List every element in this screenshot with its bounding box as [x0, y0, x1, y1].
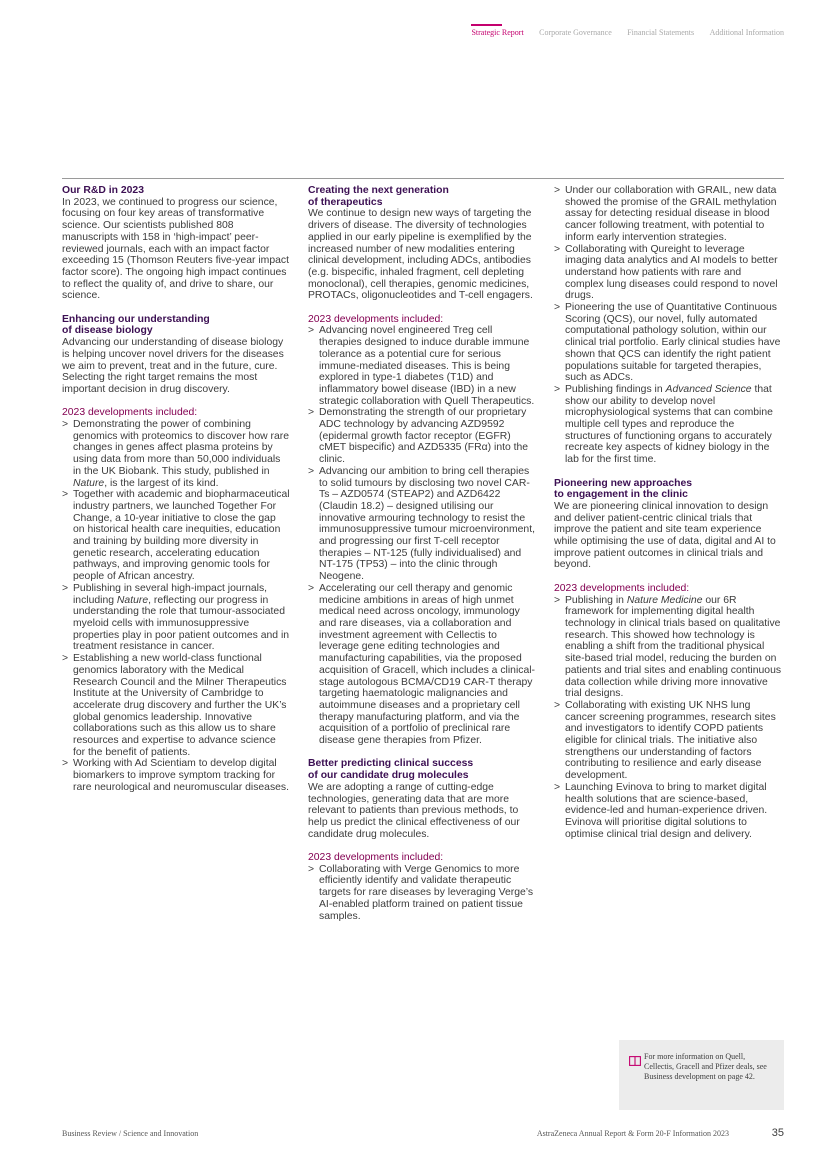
list-item: > Under our collaboration with GRAIL, new data showed the promise of the GRAIL methylation assay for detecting residual disease in blood cancer following treatment, with potential to inform early intervention strategies. — [554, 185, 782, 244]
heading-disease-biology — [62, 314, 290, 337]
journal-name: Advanced Science — [665, 383, 752, 395]
clinical-success-body: We are adopting a range of cutting-edge technologies, generating data that are more relevant to patients than previous methods, to help us predict the clinical effectiveness of our candidate drug molecules. — [308, 781, 520, 840]
list-item: > Collaborating with Qureight to leverage imaging data analytics and AI models to better understand how patients with rare and complex lung diseases could respond to novel drugs. — [554, 244, 782, 303]
footer-breadcrumb: Business Review / Science and Innovation — [62, 1129, 199, 1138]
developments-label: 2023 developments included: — [308, 313, 444, 325]
bullet-text: our 6R framework for implementing digital health technology in clinical trials based on qualitative research. This showed how technology is enabling a shift from the traditional physical site-based trial model, reducing the burden on patients and trial sites and enabling continuous data collection while driving more innovative trial designs. — [565, 594, 782, 700]
developments-label: 2023 developments included: — [62, 407, 198, 419]
bullet-text: , reflecting our progress in understanding the role that tumour-associated myeloid cells with immunosuppressive properties play in poor patient outcomes and in treatment resistance in cancer. — [73, 594, 290, 653]
list-item: > Advancing novel engineered Treg cell therapies designed to induce durable immune tolerance as a potential cure for serious immune-mediated diseases. This is being explored in type-1 diabetes (T1D) and inflammatory bowel disease (IBD) in a new strategic collaboration with Quell Therapeutics. — [308, 325, 536, 407]
heading-line-2: of our candidate drug molecules — [308, 770, 469, 782]
bullet-text: Publishing in several high-impact journals, including — [73, 582, 268, 606]
tab-corporate-governance[interactable]: Corporate Governance — [539, 28, 612, 37]
list-item — [62, 419, 290, 489]
journal-name: Nature — [73, 477, 105, 489]
clinic-engagement-body: We are pioneering clinical innovation to design and deliver patient-centric clinical trials that improve the patient and site team experience while optimising the use of data, digital and AI to improve patient outcomes in clinical trials and beyond. — [554, 500, 776, 571]
list-item: > Advancing our ambition to bring cell therapies to solid tumours by disclosing two novel CAR-Ts – AZD0574 (STEAP2) and AZD6422 (Claudin 18.2) – designed utilising our innovative armouring technology to resist the immunosuppressive tumour microenvironment, and progressing our first T-cell receptor therapies – NT-125 (fully individualised) and NT-175 (TP53) – into the clinic through Neogene. — [308, 466, 536, 583]
heading-next-generation — [308, 185, 536, 208]
cross-reference-text[interactable]: For more information on Quell, Cellectis, Gracell and Pfizer deals, see Business development on page 42. — [644, 1052, 767, 1081]
tab-strategic-report[interactable]: Strategic Report — [471, 28, 524, 37]
disease-biology-body: Advancing our understanding of disease biology is helping uncover novel drivers for the diseases we aim to prevent, treat and in the future, cure. Selecting the right target remains the most important decision in drug discovery. — [62, 337, 284, 395]
bullet-text: Publishing in — [565, 594, 627, 606]
rd-2023-body: In 2023, we continued to progress our science, focusing on four key areas of transformative science. Our scientists published 808 manuscripts with 158 in ‘high-impact’ peer-reviewed journals, each with an impact factor exceeding 15 (Thomson Reuters five-year impact factor score). The ongoing high impact continues to reflect the quality of, and drive to share, our science. — [62, 196, 289, 302]
list-item: > Collaborating with existing UK NHS lung cancer screening programmes, research sites and investigators to identify COPD patients eligible for clinical trials. The initiative also strengthens our understanding of factors contributing to resilience and early disease development. — [554, 700, 782, 782]
heading-line-2: of disease biology — [62, 325, 153, 337]
heading-rd-2023: Our R&D in 2023 — [62, 185, 144, 196]
heading-line-1: Creating the next generation — [308, 185, 449, 196]
list-item: > Launching Evinova to bring to market digital health solutions that are science-based, evidence-led and human-experience driven. Evinova will prioritise digital solutions to optimise clinical trial design and delivery. — [554, 782, 782, 841]
list-item: > Accelerating our cell therapy and genomic medicine ambitions in areas of high unmet medical need across oncology, immunology and rare diseases, via a collaboration and investment agreement with Cellectis to leverage gene editing technologies and manufacturing capabilities, via the proposed acquisition of Gracell, which includes a clinical-stage autologous BCMA/CD19 CAR-T therapy targeting haematologic malignancies and autoimmune diseases and a proprietary cell therapy manufacturing platform, and via the acquisition of a portfolio of preclinical rare disease gene therapies from Pfizer. — [308, 583, 536, 747]
list-item — [554, 384, 782, 466]
list-item: > Establishing a new world-class functional genomics laboratory with the Medical Research Council and the Milner Therapeutics Institute at the University of Cambridge to accelerate drug discovery and further the UK’s global genomics leadership. Innovative collaborations such as this allow us to share resources and expertise to advance science for the benefit of patients. — [62, 653, 290, 758]
heading-line-1: Enhancing our understanding — [62, 313, 210, 325]
list-item: > Together with academic and biopharmaceutical industry partners, we launched Together For Change, a 10-year initiative to close the gap on historical health care inequities, education and training by building more diversity in genetic research, accelerating education pathways, and improving genomic tools for people of African ancestry. — [62, 489, 290, 583]
list-item — [62, 583, 290, 653]
tab-additional-information[interactable]: Additional Information — [709, 28, 784, 37]
developments-list — [308, 325, 536, 746]
heading-line-1: Pioneering new approaches — [554, 477, 693, 489]
footer-report-title: AstraZeneca Annual Report & Form 20-F Information 2023 — [536, 1129, 729, 1138]
bullet-text: Demonstrating the power of combining genomics with proteomics to discover how rare changes in genes affect plasma proteins by using data from more than 50,000 individuals in the UK Biobank. This study, published in — [73, 419, 289, 477]
heading-clinic-engagement — [554, 478, 782, 501]
bullet-text: that show our ability to develop novel microphysiological systems that can combine multiple cell types and reproduce the structures of functioning organs to accurately recreate key aspects of kidney biology in the lab for the first time. — [565, 383, 773, 466]
journal-name: Nature Medicine — [626, 594, 703, 606]
section-nav — [460, 22, 784, 38]
column-left — [62, 185, 290, 794]
book-icon — [629, 1053, 641, 1071]
tab-financial-statements[interactable]: Financial Statements — [627, 28, 695, 37]
developments-list — [308, 864, 536, 923]
developments-label: 2023 developments included: — [554, 582, 690, 594]
top-divider — [62, 178, 784, 179]
developments-list — [62, 419, 290, 794]
column-right — [554, 185, 782, 840]
heading-clinical-success — [308, 758, 536, 781]
heading-line-2: to engagement in the clinic — [554, 489, 688, 501]
column-middle — [308, 185, 536, 922]
bullet-text: Publishing findings in — [565, 383, 666, 395]
developments-list-continued — [554, 185, 782, 466]
page-number: 35 — [771, 1127, 784, 1139]
heading-line-1: Better predicting clinical success — [308, 758, 474, 770]
heading-line-2: of therapeutics — [308, 196, 383, 208]
developments-list — [554, 595, 782, 841]
list-item: > Working with Ad Scientiam to develop digital biomarkers to improve symptom tracking for rare neurological and neuromuscular diseases. — [62, 758, 290, 793]
bullet-text: , is the largest of its kind. — [104, 477, 219, 489]
journal-name: Nature — [116, 594, 149, 606]
next-generation-body: We continue to design new ways of targeting the drivers of disease. The diversity of technologies applied in our early pipeline is exemplified by the increased number of new modalities entering clinical development, including ADCs, antibodies (e.g. bispecific, inhaled fragment, cell depleting monoclonal), cell therapies, genomic medicines, PROTACs, oligonucleotides and T-cell engagers. — [308, 208, 533, 302]
list-item: > Collaborating with Verge Genomics to more efficiently identify and validate therapeutic targets for rare diseases by leveraging Verge’s AI-enabled platform trained on patient tissue samples. — [308, 864, 536, 923]
list-item: > Pioneering the use of Quantitative Continuous Scoring (QCS), our novel, fully automated computational pathology solution, within our clinical trial portfolio. Early clinical studies have shown that QCS can identify the right patient populations suitable for targeted therapies, such as ADCs. — [554, 302, 782, 384]
developments-label: 2023 developments included: — [308, 852, 444, 864]
cross-reference-box[interactable] — [619, 1040, 784, 1110]
list-item — [554, 595, 782, 700]
list-item: > Demonstrating the strength of our proprietary ADC technology by advancing AZD9592 (epidermal growth factor receptor (EGFR) cMET bispecific) and AZD5335 (FRα) into the clinic. — [308, 407, 536, 466]
